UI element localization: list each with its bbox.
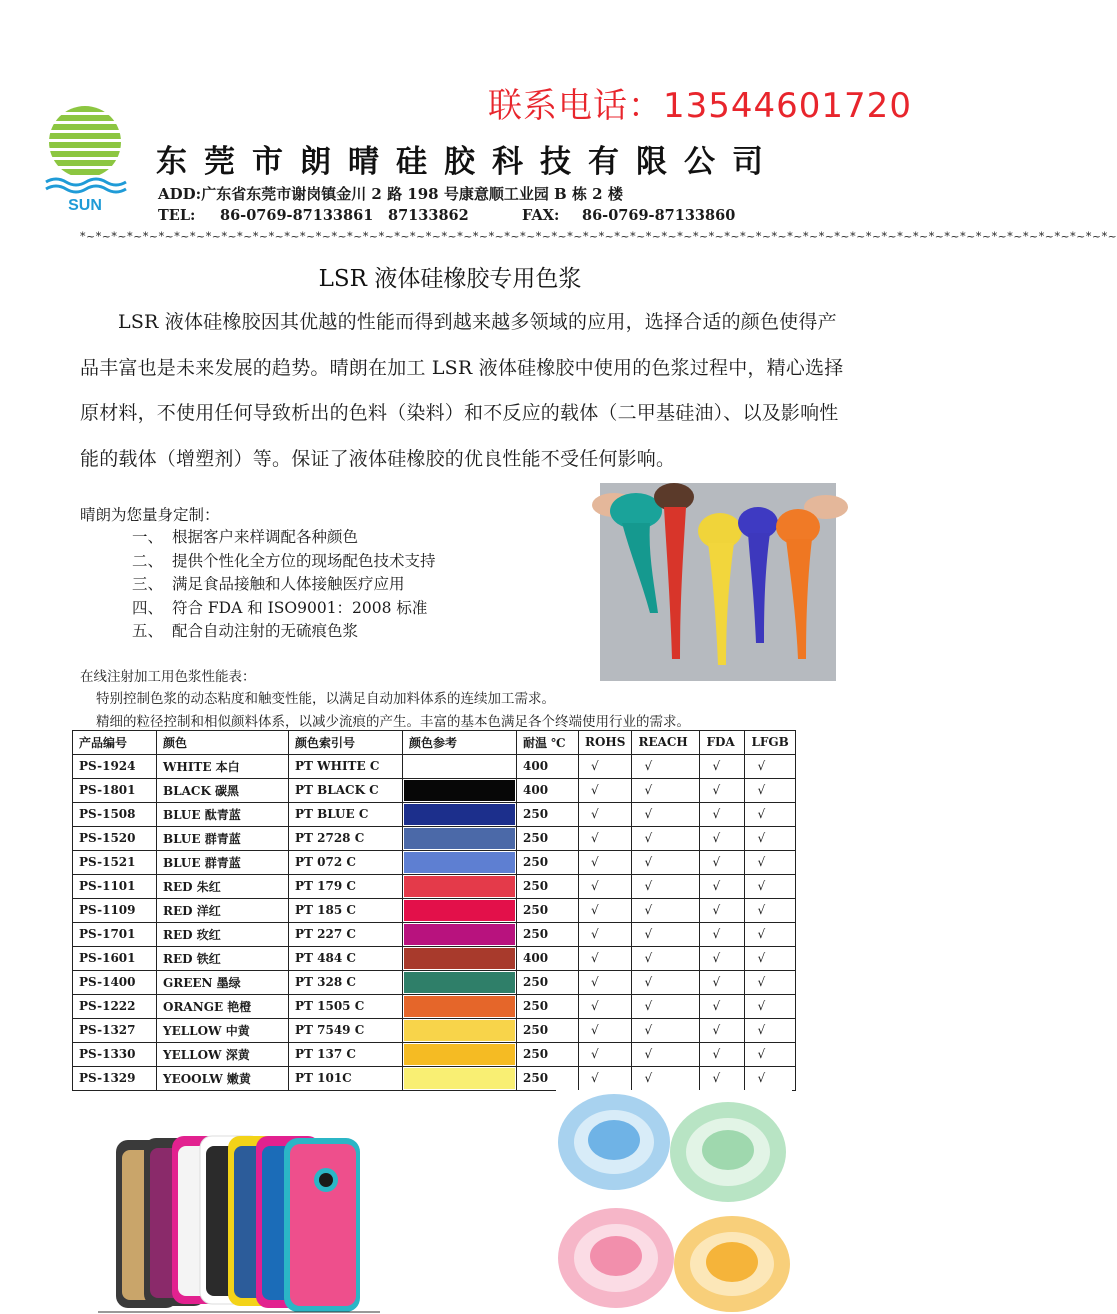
column-header: ROHS (579, 731, 632, 755)
header-divider: *~*~*~*~*~*~*~*~*~*~*~*~*~*~*~*~*~*~*~*~*~*~*~*~*~*~*~*~*~*~*~*~*~*~*~*~*~*~*~*~*~*~*~*~*~*~*~*~*~*~*~*~*~*~*~*~*~*~*~*~*~*~*~*~*~*~ (80, 230, 1117, 243)
table-row (73, 946, 796, 970)
cell-temperature: 400 (517, 754, 579, 778)
color-swatch (404, 948, 515, 969)
cell-index: PT BLUE C (289, 802, 403, 826)
cell-check: √ (700, 1018, 745, 1042)
cell-temperature: 400 (517, 778, 579, 802)
cell-color: BLUE 群青蓝 (157, 850, 289, 874)
color-swatch (404, 804, 515, 825)
cell-code: PS-1330 (73, 1042, 157, 1066)
performance-title: 在线注射加工用色浆性能表： (80, 669, 256, 685)
cell-check: √ (700, 1066, 745, 1090)
performance-note: 精细的粒径控制和相似颜料体系，以减少流痕的产生。丰富的基本色满足各个终端使用行业的需求。 (96, 714, 690, 730)
cell-check: √ (632, 898, 700, 922)
contact-phone: 联系电话：13544601720 (488, 86, 912, 126)
cell-check: √ (632, 874, 700, 898)
cell-color-swatch (403, 1018, 517, 1042)
color-swatch (404, 996, 515, 1017)
cell-check: √ (579, 874, 632, 898)
color-swatch (404, 900, 515, 921)
cell-check: √ (700, 1042, 745, 1066)
list-item: 四、 符合 FDA 和 ISO9001：2008 标准 (132, 598, 428, 617)
color-swatch (404, 1068, 515, 1089)
document-title: LSR 液体硅橡胶专用色浆 (318, 266, 582, 292)
cell-check: √ (579, 898, 632, 922)
logo-text: SUN (68, 197, 102, 214)
cell-color: YEOOLW 嫩黄 (157, 1066, 289, 1090)
cell-color-swatch (403, 850, 517, 874)
cell-color: RED 洋红 (157, 898, 289, 922)
color-swatch (404, 828, 515, 849)
cell-check: √ (745, 946, 795, 970)
cell-check: √ (700, 994, 745, 1018)
intro-paragraph: LSR 液体硅橡胶因其优越的性能而得到越来越多领域的应用，选择合适的颜色使得产品丰富也是未来发展的趋势。晴朗在加工 LSR 液体硅橡胶中使用的色浆过程中，精心选择原材料，不使用任何导致析出的色料（染料）和不反应的载体（二甲基硅油）、以及影响性能的载体（增塑剂）等。保证了液体硅橡胶的优良性能不受任何影响。 (80, 311, 844, 470)
color-swatch (404, 1020, 515, 1041)
cell-check: √ (745, 850, 795, 874)
liquid-silicone-photo (600, 483, 836, 681)
cell-check: √ (745, 826, 795, 850)
table-row (73, 754, 796, 778)
cell-color-swatch (403, 874, 517, 898)
cell-color: BLUE 群青蓝 (157, 826, 289, 850)
cell-check: √ (745, 898, 795, 922)
cell-check: √ (632, 946, 700, 970)
list-item: 三、 满足食品接触和人体接触医疗应用 (132, 575, 405, 593)
cell-color: GREEN 墨绿 (157, 970, 289, 994)
cell-color: YELLOW 中黄 (157, 1018, 289, 1042)
column-header: 颜色参考 (403, 731, 517, 755)
cell-check: √ (745, 802, 795, 826)
cell-temperature: 250 (517, 826, 579, 850)
cell-check: √ (745, 922, 795, 946)
list-item: 二、 提供个性化全方位的现场配色技术支持 (132, 551, 436, 570)
cell-index: PT 101C (289, 1066, 403, 1090)
cell-check: √ (745, 754, 795, 778)
cell-code: PS-1109 (73, 898, 157, 922)
fax-label: FAX: (522, 207, 560, 224)
color-swatch (404, 876, 515, 897)
cell-index: PT 1505 C (289, 994, 403, 1018)
list-item: 一、 根据客户来样调配各种颜色 (132, 528, 359, 546)
phone-cases-photo (98, 1110, 380, 1314)
cell-check: √ (579, 778, 632, 802)
cell-code: PS-1701 (73, 922, 157, 946)
cell-color-swatch (403, 1042, 517, 1066)
table-header-row (73, 731, 796, 755)
cell-index: PT 328 C (289, 970, 403, 994)
cell-check: √ (579, 922, 632, 946)
cell-check: √ (632, 802, 700, 826)
table-row (73, 1042, 796, 1066)
cell-temperature: 250 (517, 1042, 579, 1066)
color-swatch (404, 1044, 515, 1065)
cell-check: √ (745, 994, 795, 1018)
cell-check: √ (700, 778, 745, 802)
table-row (73, 850, 796, 874)
cell-color: WHITE 本白 (157, 754, 289, 778)
tel-number-2: 87133862 (388, 207, 469, 224)
tel-number-1: 86-0769-87133861 (220, 207, 374, 224)
cell-color-swatch (403, 778, 517, 802)
cell-check: √ (632, 1066, 700, 1090)
cell-code: PS-1801 (73, 778, 157, 802)
customization-title: 晴朗为您量身定制： (80, 506, 220, 524)
cell-check: √ (579, 946, 632, 970)
cell-temperature: 250 (517, 994, 579, 1018)
cell-temperature: 250 (517, 898, 579, 922)
company-name: 东莞市朗晴硅胶科技有限公司 (156, 144, 780, 180)
cell-temperature: 250 (517, 1018, 579, 1042)
table-row (73, 898, 796, 922)
cell-check: √ (579, 754, 632, 778)
cell-color-swatch (403, 994, 517, 1018)
cell-code: PS-1520 (73, 826, 157, 850)
cell-color: RED 朱红 (157, 874, 289, 898)
contact-row (158, 207, 798, 227)
cell-color-swatch (403, 826, 517, 850)
cell-check: √ (745, 778, 795, 802)
cell-check: √ (579, 970, 632, 994)
cell-check: √ (579, 1018, 632, 1042)
cell-temperature: 250 (517, 970, 579, 994)
column-header: 颜色索引号 (289, 731, 403, 755)
cell-check: √ (579, 1042, 632, 1066)
cell-index: PT 137 C (289, 1042, 403, 1066)
cell-color-swatch (403, 898, 517, 922)
cell-check: √ (700, 874, 745, 898)
cell-color: ORANGE 艳橙 (157, 994, 289, 1018)
cell-check: √ (632, 850, 700, 874)
cell-code: PS-1601 (73, 946, 157, 970)
cell-check: √ (579, 994, 632, 1018)
cell-code: PS-1327 (73, 1018, 157, 1042)
cell-code: PS-1329 (73, 1066, 157, 1090)
cell-check: √ (632, 826, 700, 850)
cell-index: PT BLACK C (289, 778, 403, 802)
cell-check: √ (700, 946, 745, 970)
table-row (73, 874, 796, 898)
cell-temperature: 250 (517, 850, 579, 874)
cell-color: BLACK 碳黑 (157, 778, 289, 802)
table-row (73, 826, 796, 850)
cell-check: √ (632, 754, 700, 778)
cell-check: √ (700, 754, 745, 778)
company-address: ADD:广东省东莞市谢岗镇金川 2 路 198 号康意顺工业园 B 栋 2 楼 (158, 185, 623, 203)
cell-check: √ (700, 826, 745, 850)
cell-index: PT 484 C (289, 946, 403, 970)
cell-check: √ (745, 874, 795, 898)
cell-temperature: 250 (517, 922, 579, 946)
cell-index: PT 7549 C (289, 1018, 403, 1042)
customization-list (132, 526, 436, 644)
cell-code: PS-1400 (73, 970, 157, 994)
cell-code: PS-1222 (73, 994, 157, 1018)
table-row (73, 970, 796, 994)
cell-check: √ (745, 970, 795, 994)
cell-check: √ (700, 850, 745, 874)
cell-check: √ (632, 1042, 700, 1066)
cell-temperature: 400 (517, 946, 579, 970)
cell-check: √ (700, 802, 745, 826)
color-swatch (404, 924, 515, 945)
column-header: 产品编号 (73, 731, 157, 755)
column-header: FDA (700, 731, 745, 755)
cell-temperature: 250 (517, 874, 579, 898)
tel-label: TEL: (158, 207, 196, 224)
color-swatch (404, 780, 515, 801)
cell-check: √ (579, 826, 632, 850)
cell-check: √ (579, 850, 632, 874)
performance-note: 特别控制色浆的动态粘度和触变性能，以满足自动加料体系的连续加工需求。 (96, 691, 555, 707)
cell-temperature: 250 (517, 802, 579, 826)
cell-index: PT 227 C (289, 922, 403, 946)
color-swatch (404, 852, 515, 873)
cell-color: RED 玫红 (157, 922, 289, 946)
cell-check: √ (745, 1066, 795, 1090)
cell-color-swatch (403, 802, 517, 826)
cell-index: PT WHITE C (289, 754, 403, 778)
column-header: 颜色 (157, 731, 289, 755)
cell-index: PT 179 C (289, 874, 403, 898)
cell-check: √ (632, 1018, 700, 1042)
cell-color-swatch (403, 754, 517, 778)
cell-check: √ (632, 970, 700, 994)
cell-index: PT 2728 C (289, 826, 403, 850)
cell-check: √ (745, 1042, 795, 1066)
cell-index: PT 185 C (289, 898, 403, 922)
column-header: REACH (632, 731, 700, 755)
table-row (73, 1018, 796, 1042)
cell-check: √ (700, 922, 745, 946)
cell-color: RED 铁红 (157, 946, 289, 970)
table-row (73, 994, 796, 1018)
cell-check: √ (579, 802, 632, 826)
cell-color: YELLOW 深黄 (157, 1042, 289, 1066)
color-swatch (404, 972, 515, 993)
cell-code: PS-1101 (73, 874, 157, 898)
color-paste-table (72, 730, 796, 1091)
table-row (73, 802, 796, 826)
cell-color-swatch (403, 1066, 517, 1090)
cell-check: √ (632, 994, 700, 1018)
color-swatch (404, 756, 515, 777)
cell-check: √ (579, 1066, 632, 1090)
cell-color: BLUE 酞青蓝 (157, 802, 289, 826)
cell-temperature: 250 (517, 1066, 579, 1090)
sun-logo (44, 104, 126, 214)
cell-color-swatch (403, 946, 517, 970)
cell-color-swatch (403, 970, 517, 994)
cell-check: √ (745, 1018, 795, 1042)
column-header: 耐温 ℃ (517, 731, 579, 755)
cell-code: PS-1508 (73, 802, 157, 826)
cell-check: √ (700, 970, 745, 994)
fax-number: 86-0769-87133860 (582, 207, 736, 224)
table-row (73, 1066, 796, 1090)
cell-check: √ (700, 898, 745, 922)
cell-check: √ (632, 778, 700, 802)
table-row (73, 922, 796, 946)
cell-code: PS-1924 (73, 754, 157, 778)
pacifiers-photo (556, 1090, 792, 1314)
column-header: LFGB (745, 731, 795, 755)
list-item: 五、 配合自动注射的无硫痕色浆 (132, 622, 359, 640)
table-row (73, 778, 796, 802)
cell-check: √ (632, 922, 700, 946)
cell-index: PT 072 C (289, 850, 403, 874)
cell-code: PS-1521 (73, 850, 157, 874)
cell-color-swatch (403, 922, 517, 946)
